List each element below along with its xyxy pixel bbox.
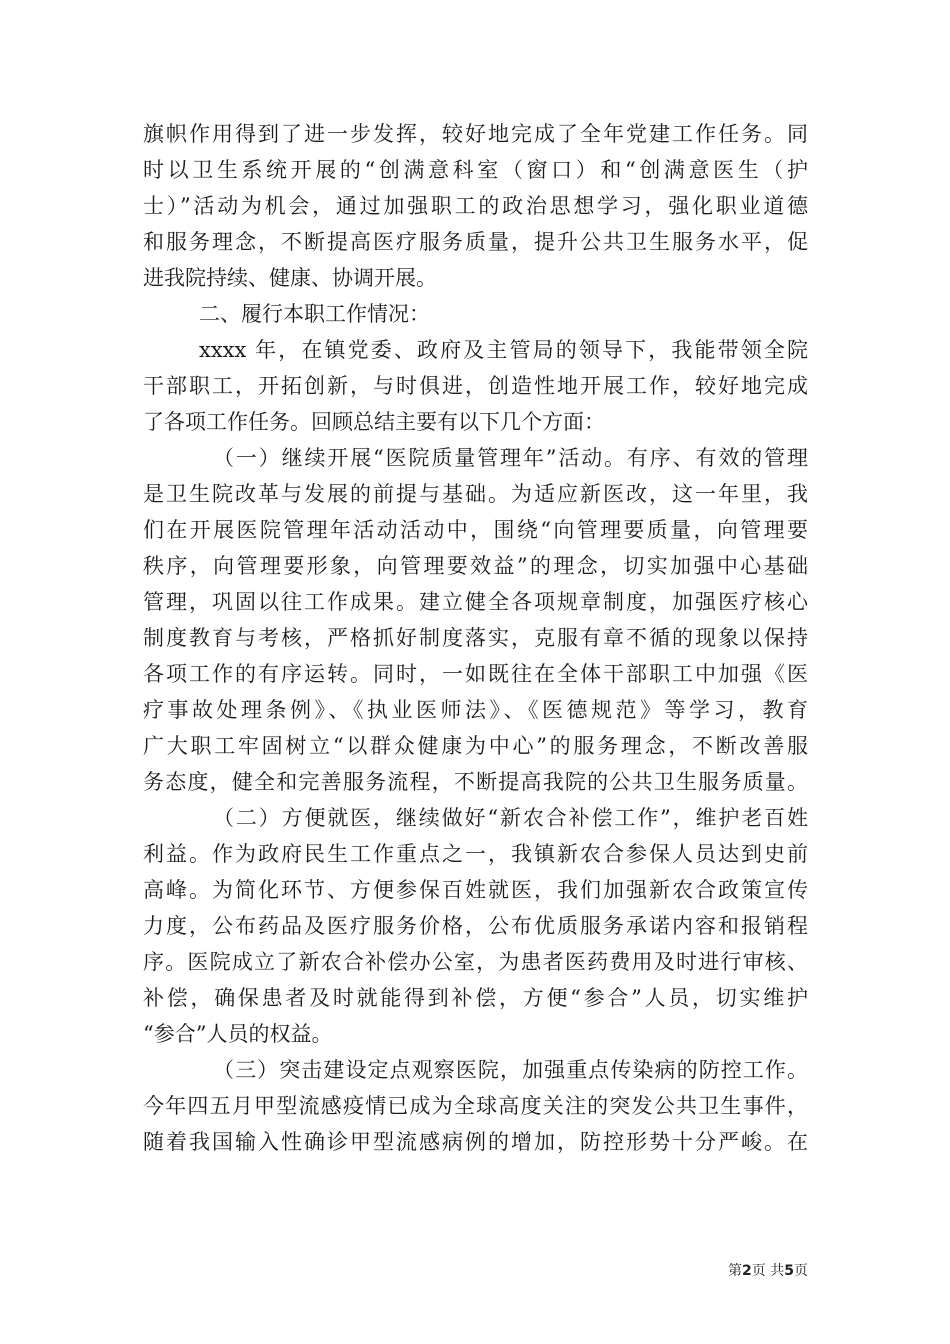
text-line: 们在开展医院管理年活动活动中，围绕“向管理要质量，向管理要 <box>143 518 808 542</box>
text-line: 利益。作为政府民生工作重点之一，我镇新农合参保人员达到史前 <box>143 842 808 866</box>
subsection-heading-3: （三）突击建设定点观察医院，加强重点传染病的防控工作。 <box>213 1058 808 1082</box>
text-line: 随着我国输入性确诊甲型流感病例的增加，防控形势十分严峻。在 <box>143 1130 808 1154</box>
text-line: 时以卫生系统开展的“创满意科室（窗口）和“创满意医生（护 <box>143 158 808 182</box>
text-line: 力度，公布药品及医疗服务价格，公布优质服务承诺内容和报销程 <box>143 914 808 938</box>
text-line: xxxx 年，在镇党委、政府及主管局的领导下，我能带领全院 <box>199 338 808 362</box>
footer-middle: 页 共 <box>751 1263 785 1279</box>
text-line: 管理，巩固以往工作成果。建立健全各项规章制度，加强医疗核心 <box>143 590 808 614</box>
footer-suffix: 页 <box>794 1263 808 1279</box>
text-line: 务态度，健全和完善服务流程，不断提高我院的公共卫生服务质量。 <box>143 770 808 794</box>
text-line: 广大职工牢固树立“以群众健康为中心”的服务理念，不断改善服 <box>143 734 808 758</box>
text-line: 序。医院成立了新农合补偿办公室，为患者医药费用及时进行审核、 <box>143 950 808 974</box>
text-line: 和服务理念，不断提高医疗服务质量，提升公共卫生服务水平，促 <box>143 230 808 254</box>
footer-current-page: 2 <box>742 1263 752 1279</box>
text-line: 了各项工作任务。回顾总结主要有以下几个方面： <box>143 410 605 434</box>
section-heading: 二、履行本职工作情况： <box>199 302 430 326</box>
text-line: 补偿，确保患者及时就能得到补偿，方便“参合”人员，切实维护 <box>143 986 808 1010</box>
footer-total-pages: 5 <box>784 1263 794 1279</box>
text-line: 疗事故处理条例》、《执业医师法》、《医德规范》等学习，教育 <box>143 698 808 722</box>
text-line: 秩序，向管理要形象，向管理要效益”的理念，切实加强中心基础 <box>143 554 808 578</box>
text-line: 高峰。为简化环节、方便参保百姓就医，我们加强新农合政策宣传 <box>143 878 808 902</box>
text-line: 今年四五月甲型流感疫情已成为全球高度关注的突发公共卫生事件， <box>143 1094 808 1118</box>
text-line: 旗帜作用得到了进一步发挥，较好地完成了全年党建工作任务。同 <box>143 122 808 146</box>
text-line: 制度教育与考核，严格抓好制度落实，克服有章不循的现象以保持 <box>143 626 808 650</box>
text-line: 士）”活动为机会，通过加强职工的政治思想学习，强化职业道德 <box>143 194 808 218</box>
text-line: 各项工作的有序运转。同时，一如既往在全体干部职工中加强《医 <box>143 662 808 686</box>
subsection-heading-2: （二）方便就医，继续做好“新农合补偿工作”，维护老百姓 <box>213 806 808 830</box>
text-line: 是卫生院改革与发展的前提与基础。为适应新医改，这一年里，我 <box>143 482 808 506</box>
footer-prefix: 第 <box>728 1263 743 1279</box>
subsection-heading-1: （一）继续开展“医院质量管理年”活动。有序、有效的管理 <box>213 446 808 470</box>
text-line: 进我院持续、健康、协调开展。 <box>143 266 437 290</box>
text-line: 干部职工，开拓创新，与时俱进，创造性地开展工作，较好地完成 <box>143 374 808 398</box>
page-footer <box>728 1262 808 1280</box>
text-line: “参合”人员的权益。 <box>143 1022 333 1046</box>
